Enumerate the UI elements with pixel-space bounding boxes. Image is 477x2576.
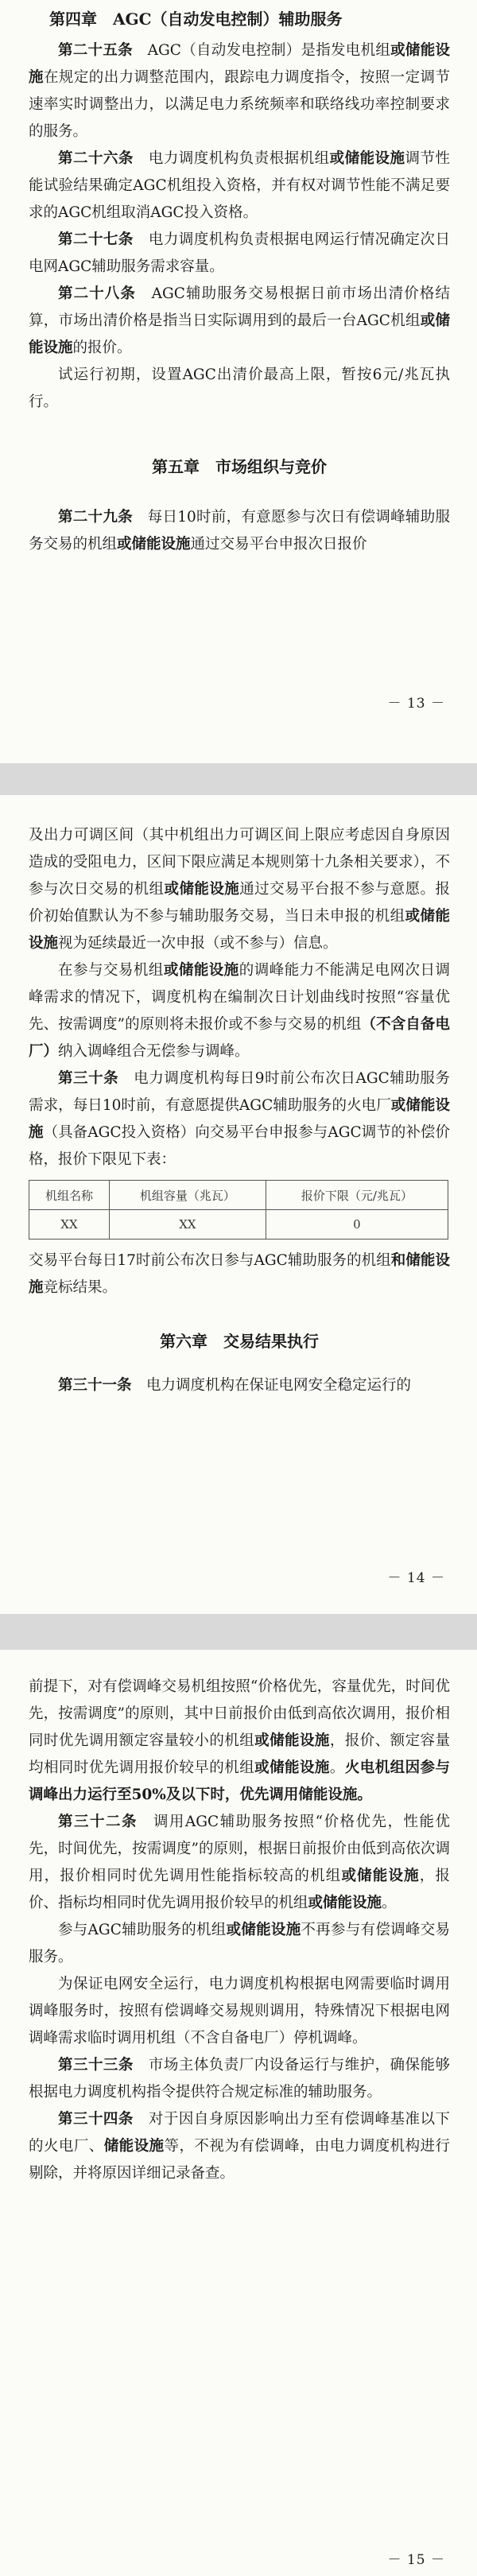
chapter-4-heading: 第四章 AGC（自动发电控制）辅助服务	[49, 10, 343, 29]
article-33: 第三十三条 市场主体负责厂内设备运行与维护，确保能够根据电力调度机构指令提供符合规定标准的辅助服务。	[29, 2057, 450, 2101]
article-27: 第二十七条 电力调度机构负责根据电网运行情况确定次日电网AGC辅助服务需求容量。	[29, 231, 450, 275]
chapter-6-heading: 第六章 交易结果执行	[160, 1332, 319, 1351]
table-header: 机组容量（兆瓦）	[109, 1181, 266, 1210]
article-26: 第二十六条 电力调度机构负责根据机组或储能设施调节性能试验结果确定AGC机组投入资格，并有权对调节性能不满足要求的AGC机组取消AGC投入资格。	[29, 150, 450, 221]
article-29: 第二十九条 每日10时前，有意愿参与次日有偿调峰辅助服务交易的机组或储能设施通过交易平台申报次日报价	[29, 509, 450, 553]
paragraph-peak-regulation: 在参与交易机组或储能设施的调峰能力不能满足电网次日调峰需求的情况下，调度机构在编制次日计划曲线时按照“容量优先、按需调度”的原则将未报价或不参与交易的机组（不含自备电厂）纳入调峰组合无偿参与调峰。	[29, 962, 450, 1060]
article-28: 第二十八条 AGC辅助服务交易根据日前市场出清价格结算，市场出清价格是指当日实际调用到的最后一台AGC机组或储能设施的报价。	[29, 285, 450, 356]
trial-paragraph: 试运行初期，设置AGC出清价最高上限，暂按6元/兆瓦执行。	[29, 367, 450, 410]
article-25: 第二十五条 AGC（自动发电控制）是指发电机组或储能设施在规定的出力调整范围内，跟踪电力调度指令，按照一定调节速率实时调整出力，以满足电力系统频率和联络线功率控制要求的服务。	[29, 42, 450, 140]
table-cell: XX	[109, 1210, 266, 1240]
paragraph-agc-exclusion: 参与AGC辅助服务的机组或储能设施不再参与有偿调峰交易服务。	[29, 1922, 450, 1965]
article-32: 第三十二条 调用AGC辅助服务按照“价格优先，性能优先，时间优先，按需调度”的原则，根据日前报价由低到高依次调用，报价相同时优先调用性能指标较高的机组或储能设施，报价、指标均相同时优先调用报价较早的机组或储能设施。	[29, 1814, 450, 1911]
table-header-row	[29, 1181, 448, 1210]
chapter-5-heading: 第五章 市场组织与竞价	[152, 457, 327, 476]
table-cell: XX	[29, 1210, 110, 1240]
table-header: 机组名称	[29, 1181, 110, 1210]
table-row	[29, 1210, 448, 1240]
page-13	[0, 0, 477, 763]
article-30: 第三十条 电力调度机构每日9时前公布次日AGC辅助服务需求，每日10时前，有意愿提供AGC辅助服务的火电厂或储能设施（具备AGC投入资格）向交易平台申报参与AGC调节的补偿价格，报价下限见下表：	[29, 1070, 450, 1168]
paragraph-bid-results: 交易平台每日17时前公布次日参与AGC辅助服务的机组和储能设施竞标结果。	[29, 1252, 450, 1296]
bid-floor-table	[29, 1180, 448, 1240]
article-34: 第三十四条 对于因自身原因影响出力至有偿调峰基准以下的火电厂、储能设施等，不视为有偿调峰，由电力调度机构进行剔除，并将原因详细记录备查。	[29, 2111, 450, 2182]
paragraph-grid-safety: 为保证电网安全运行，电力调度机构根据电网需要临时调用调峰服务时，按照有偿调峰交易规则调用，特殊情况下根据电网调峰需求临时调用机组（不含自备电厂）停机调峰。	[29, 1976, 450, 2046]
page-14	[0, 795, 477, 1614]
paragraph-bid-interval: 及出力可调区间（其中机组出力可调区间上限应考虑因自身原因造成的受阻电力，区间下限应满足本规则第十九条相关要求），不参与次日交易的机组或储能设施通过交易平台报不参与意愿。报价初始值默认为不参与辅助服务交易，当日未申报的机组或储能设施视为延续最近一次申报（或不参与）信息。	[29, 827, 450, 952]
table-cell: 0	[266, 1210, 448, 1240]
paragraph-dispatch-principle: 前提下，对有偿调峰交易机组按照“价格优先，容量优先，时间优先，按需调度”的原则，其中日前报价由低到高依次调用，报价相同时优先调用额定容量较小的机组或储能设施，报价、额定容量均相同时优先调用报价较早的机组或储能设施。火电机组因参与调峰出力运行至50%及以下时，优先调用储能设施。	[29, 1678, 450, 1803]
page-number: － 14 －	[387, 1570, 445, 1586]
table-header: 报价下限（元/兆瓦）	[266, 1181, 448, 1210]
article-31: 第三十一条 电力调度机构在保证电网安全稳定运行的	[58, 1377, 412, 1394]
page-15	[0, 1650, 477, 2576]
page-number: － 13 －	[387, 696, 445, 712]
page-number: － 15 －	[387, 2552, 445, 2568]
